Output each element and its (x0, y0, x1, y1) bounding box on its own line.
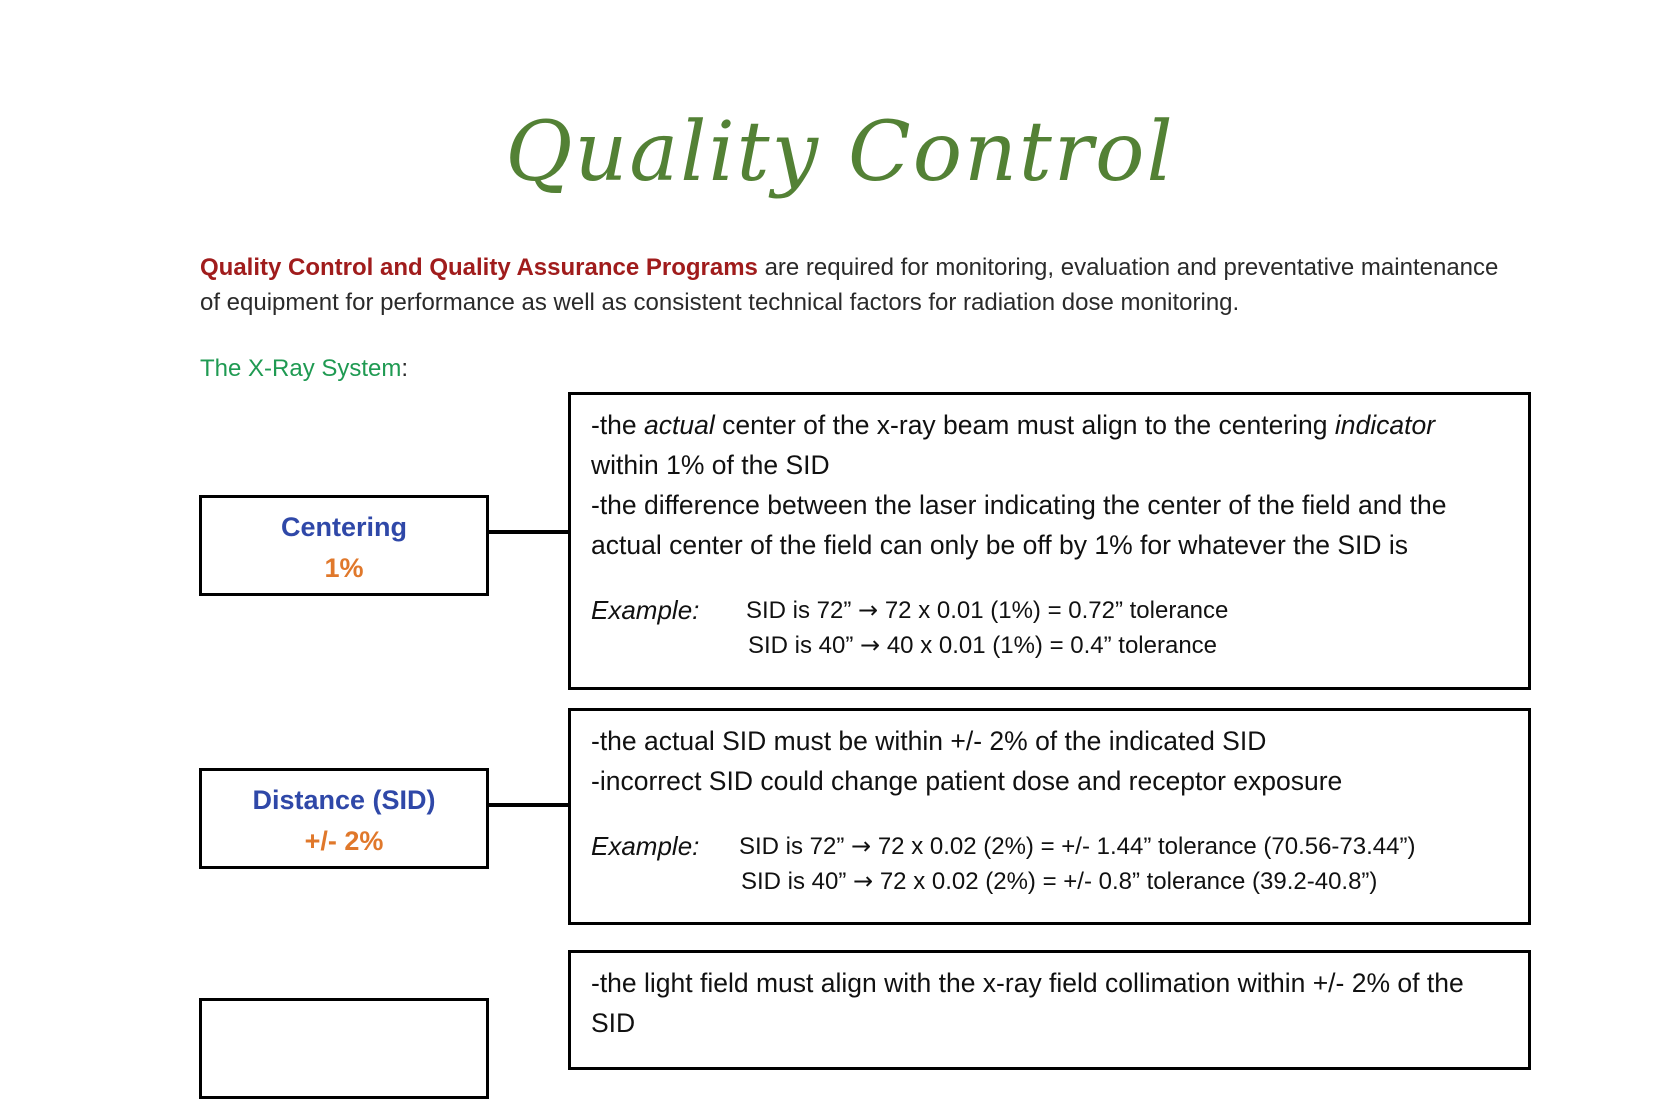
section-label (200, 355, 408, 383)
collimation-description (568, 950, 1531, 1070)
centering-line-2: -the difference between the laser indicating the center of the field and the actual center of the field can only be off by 1% for whatever the SID is (591, 490, 1447, 560)
distance-line-1: -the actual SID must be within +/- 2% of the indicated SID (591, 726, 1267, 756)
centering-line-1: -the actual center of the x-ray beam must align to the centering indicator within 1% of the SID (591, 410, 1436, 480)
centering-connector (489, 530, 568, 534)
arrow-right-icon: → (851, 832, 872, 860)
centering-name: Centering (280, 512, 407, 542)
distance-example-row-1: SID is 72” → 72 x 0.02 (2%) = +/- 1.44” tolerance (70.56-73.44”) (739, 832, 1416, 860)
distance-example-row-2: SID is 40” → 72 x 0.02 (2%) = +/- 0.8” tolerance (39.2-40.8”) (741, 867, 1378, 895)
centering-value: 1% (324, 553, 364, 583)
distance-value: +/- 2% (304, 826, 384, 856)
collimation-line-1: -the light field must align with the x-ray field collimation within +/- 2% of the SID (591, 968, 1464, 1038)
distance-box (199, 768, 489, 869)
centering-example-row-1: SID is 72” → 72 x 0.01 (1%) = 0.72” tolerance (746, 596, 1229, 624)
distance-line-2: -incorrect SID could change patient dose and receptor exposure (591, 766, 1343, 796)
section-label-colon: : (401, 355, 409, 382)
arrow-right-icon: → (858, 596, 879, 624)
distance-name: Distance (SID) (252, 785, 436, 815)
centering-example (591, 593, 1508, 663)
page-title: Quality Control (505, 105, 1175, 200)
arrow-right-icon: → (853, 867, 874, 895)
arrow-right-icon: → (860, 631, 881, 659)
distance-description (568, 708, 1531, 925)
distance-example-label: Example: (591, 831, 700, 861)
section-label-text: The X-Ray System (200, 355, 402, 382)
centering-example-row-2: SID is 40” → 40 x 0.01 (1%) = 0.4” tolerance (748, 631, 1218, 659)
distance-connector (489, 803, 568, 807)
centering-example-label: Example: (591, 595, 700, 625)
centering-description (568, 392, 1531, 690)
intro-lead: Quality Control and Quality Assurance Programs (200, 254, 758, 281)
centering-box (199, 495, 489, 596)
collimation-box (199, 998, 489, 1099)
intro-paragraph (200, 250, 1500, 320)
intro-text: are required for monitoring, evaluation and preventative maintenance of equipment for performance as well as consistent technical factors for radiation dose monitoring. (200, 254, 1499, 316)
distance-example (591, 829, 1508, 899)
